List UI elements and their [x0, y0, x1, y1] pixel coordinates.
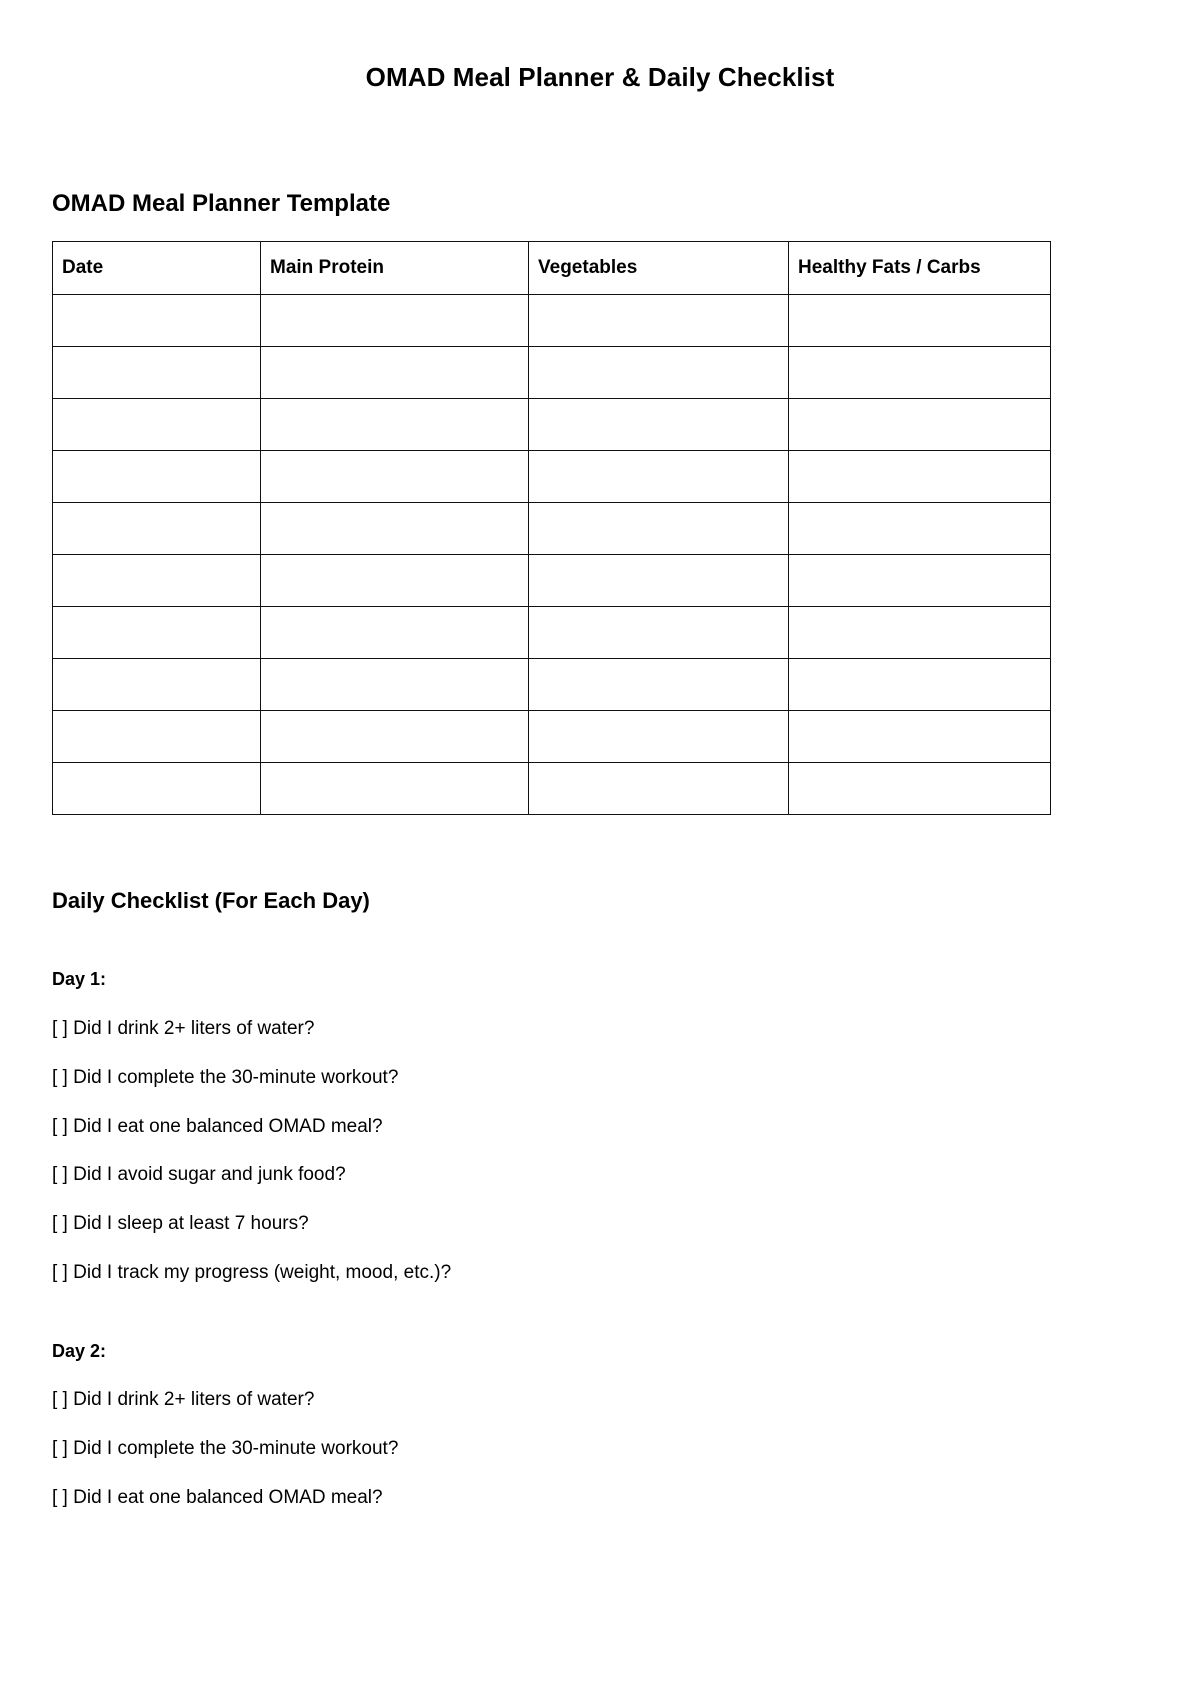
table-row	[53, 554, 1051, 606]
cell-healthy-fats-carbs[interactable]	[789, 710, 1051, 762]
checklist-item-label: Did I complete the 30-minute workout?	[73, 1066, 399, 1088]
table-row	[53, 762, 1051, 814]
table-row	[53, 502, 1051, 554]
cell-date[interactable]	[53, 502, 261, 554]
checklist-item-label: Did I eat one balanced OMAD meal?	[73, 1115, 383, 1137]
table-body	[53, 294, 1051, 814]
checkbox-icon[interactable]: [ ]	[52, 1438, 68, 1460]
page-title: OMAD Meal Planner & Daily Checklist	[365, 62, 835, 92]
cell-vegetables[interactable]	[529, 658, 789, 710]
cell-main-protein[interactable]	[261, 502, 529, 554]
cell-main-protein[interactable]	[261, 294, 529, 346]
cell-main-protein[interactable]	[261, 710, 529, 762]
checklist-item[interactable]	[52, 1090, 1148, 1139]
checklist-item-label: Did I track my progress (weight, mood, etc.)?	[73, 1261, 452, 1283]
checklist-items-day-1	[52, 991, 1148, 1285]
checkbox-icon[interactable]: [ ]	[52, 1486, 68, 1508]
checklist-item[interactable]	[52, 991, 1148, 1041]
table-row	[53, 346, 1051, 398]
checkbox-icon[interactable]: [ ]	[52, 1389, 68, 1411]
cell-date[interactable]	[53, 450, 261, 502]
checklist-item-label: Did I sleep at least 7 hours?	[73, 1213, 309, 1235]
table-row	[53, 710, 1051, 762]
checklist-item[interactable]	[52, 1236, 1148, 1285]
cell-healthy-fats-carbs[interactable]	[789, 346, 1051, 398]
cell-date[interactable]	[53, 710, 261, 762]
checkbox-icon[interactable]: [ ]	[52, 1115, 68, 1137]
cell-date[interactable]	[53, 606, 261, 658]
table-header-row	[53, 241, 1051, 294]
day-label: Day 1:	[52, 969, 107, 990]
cell-date[interactable]	[53, 294, 261, 346]
checklist-day-2	[52, 1285, 1148, 1510]
table-row	[53, 398, 1051, 450]
cell-vegetables[interactable]	[529, 398, 789, 450]
cell-healthy-fats-carbs[interactable]	[789, 606, 1051, 658]
checkbox-icon[interactable]: [ ]	[52, 1066, 68, 1088]
table-header	[53, 241, 1051, 294]
cell-main-protein[interactable]	[261, 346, 529, 398]
checklist-item-label: Did I drink 2+ liters of water?	[73, 1017, 315, 1039]
cell-vegetables[interactable]	[529, 294, 789, 346]
cell-vegetables[interactable]	[529, 554, 789, 606]
table-row	[53, 450, 1051, 502]
cell-vegetables[interactable]	[529, 762, 789, 814]
cell-main-protein[interactable]	[261, 398, 529, 450]
checklist-item[interactable]	[52, 1412, 1148, 1461]
column-header-main-protein: Main Protein	[261, 241, 529, 294]
column-header-vegetables: Vegetables	[529, 241, 789, 294]
cell-vegetables[interactable]	[529, 606, 789, 658]
cell-date[interactable]	[53, 398, 261, 450]
cell-main-protein[interactable]	[261, 762, 529, 814]
checklist-item-label: Did I avoid sugar and junk food?	[73, 1164, 346, 1186]
day-label: Day 2:	[52, 1340, 107, 1361]
cell-healthy-fats-carbs[interactable]	[789, 658, 1051, 710]
cell-healthy-fats-carbs[interactable]	[789, 450, 1051, 502]
cell-main-protein[interactable]	[261, 554, 529, 606]
document-content	[0, 93, 1200, 1510]
checklist-item-label: Did I drink 2+ liters of water?	[73, 1389, 315, 1411]
checkbox-icon[interactable]: [ ]	[52, 1213, 68, 1235]
column-header-healthy-fats-carbs: Healthy Fats / Carbs	[789, 241, 1051, 294]
planner-section-heading: OMAD Meal Planner Template	[52, 190, 391, 218]
checkbox-icon[interactable]: [ ]	[52, 1261, 68, 1283]
checklist-item[interactable]	[52, 1187, 1148, 1236]
cell-main-protein[interactable]	[261, 450, 529, 502]
checkbox-icon[interactable]: [ ]	[52, 1164, 68, 1186]
cell-vegetables[interactable]	[529, 450, 789, 502]
checklist-item[interactable]	[52, 1362, 1148, 1412]
cell-healthy-fats-carbs[interactable]	[789, 294, 1051, 346]
checklist-items-day-2	[52, 1362, 1148, 1509]
cell-vegetables[interactable]	[529, 346, 789, 398]
checklist-item[interactable]	[52, 1138, 1148, 1187]
cell-date[interactable]	[53, 346, 261, 398]
table-row	[53, 294, 1051, 346]
checklist-section-heading: Daily Checklist (For Each Day)	[52, 887, 370, 913]
table-row	[53, 606, 1051, 658]
table-row	[53, 658, 1051, 710]
cell-vegetables[interactable]	[529, 502, 789, 554]
cell-date[interactable]	[53, 762, 261, 814]
checklist-item[interactable]	[52, 1461, 1148, 1510]
meal-planner-table	[52, 241, 1051, 815]
checklist-item-label: Did I complete the 30-minute workout?	[73, 1438, 399, 1460]
cell-vegetables[interactable]	[529, 710, 789, 762]
checkbox-icon[interactable]: [ ]	[52, 1017, 68, 1039]
checklist-item[interactable]	[52, 1041, 1148, 1090]
checklist-day-1	[52, 914, 1148, 1284]
cell-main-protein[interactable]	[261, 658, 529, 710]
cell-healthy-fats-carbs[interactable]	[789, 762, 1051, 814]
cell-healthy-fats-carbs[interactable]	[789, 554, 1051, 606]
cell-healthy-fats-carbs[interactable]	[789, 398, 1051, 450]
cell-healthy-fats-carbs[interactable]	[789, 502, 1051, 554]
checklist-item-label: Did I eat one balanced OMAD meal?	[73, 1486, 383, 1508]
column-header-date: Date	[53, 241, 261, 294]
cell-main-protein[interactable]	[261, 606, 529, 658]
cell-date[interactable]	[53, 658, 261, 710]
cell-date[interactable]	[53, 554, 261, 606]
